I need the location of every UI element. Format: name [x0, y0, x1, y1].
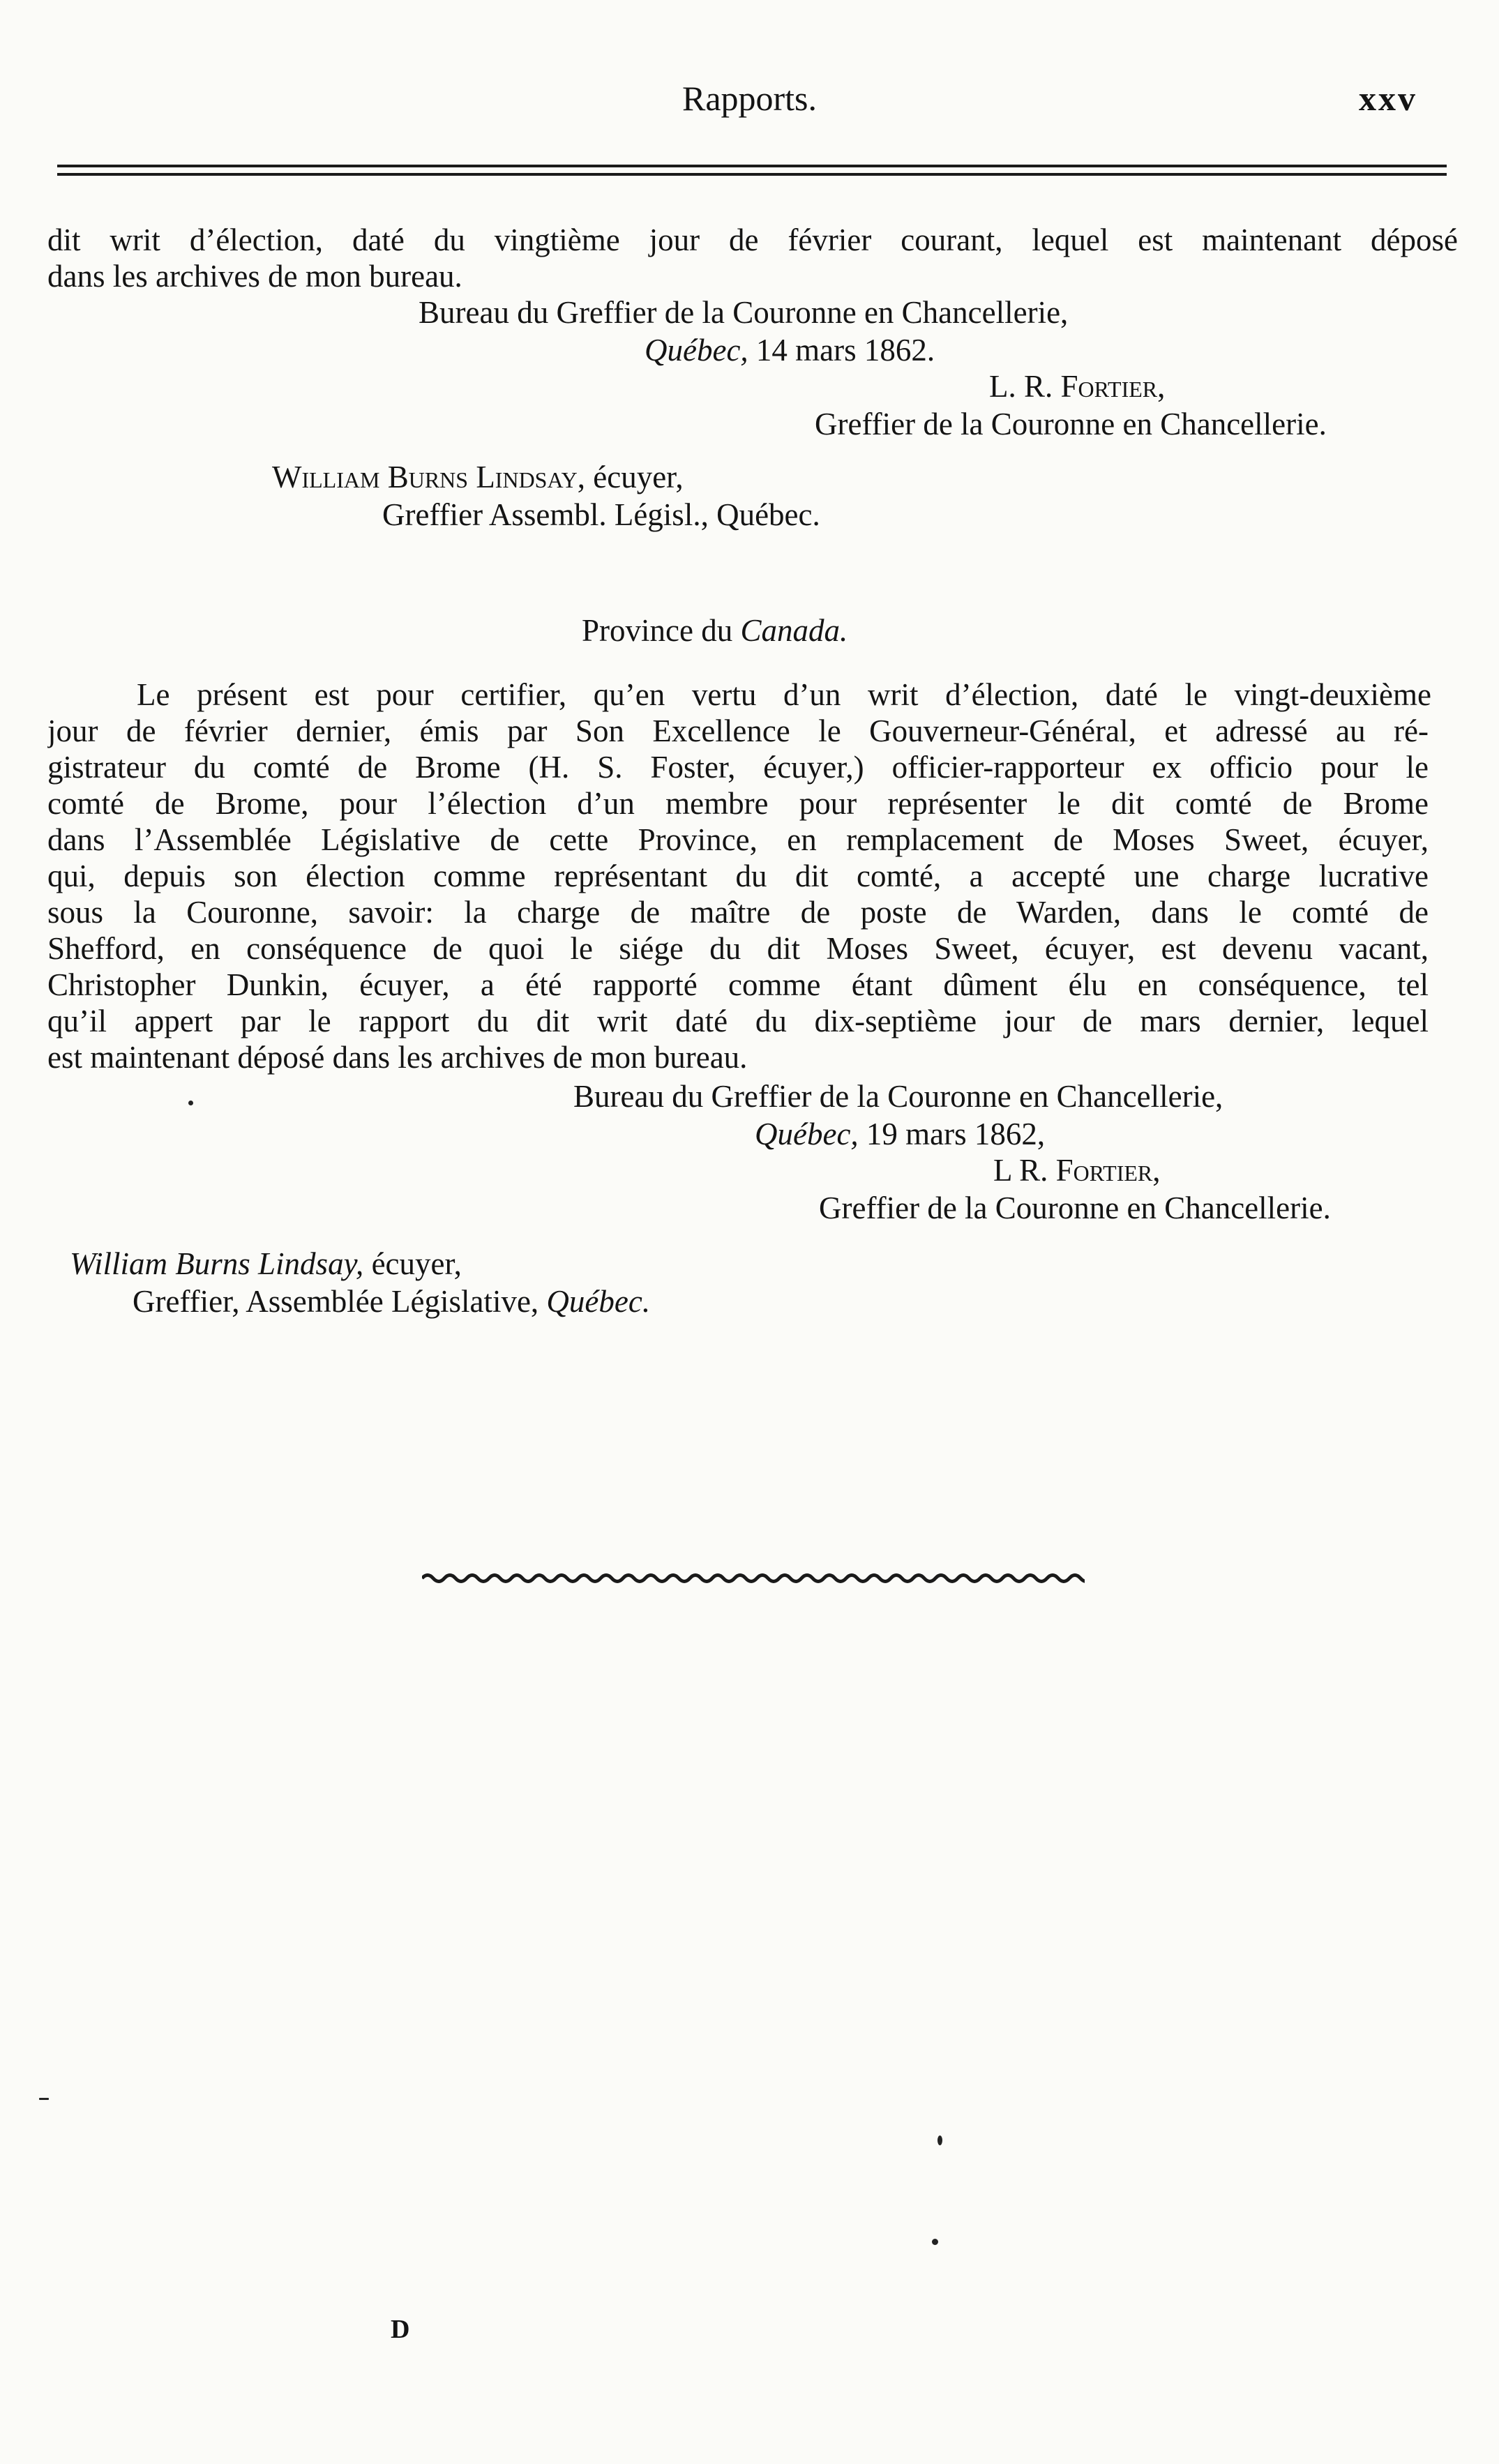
notice2-body-line-11: est maintenant déposé dans les archives de mon bureau.: [47, 1040, 748, 1075]
running-head-title: Rapports.: [681, 79, 818, 118]
notice1-addressee: [272, 459, 684, 495]
notice2-addressee-title: [133, 1283, 650, 1320]
notice2-office: Bureau du Greffier de la Couronne en Chancellerie,: [573, 1079, 1223, 1114]
notice1-signatory-title: Greffier de la Couronne en Chancellerie.: [815, 407, 1327, 441]
notice1-dateline: [645, 332, 935, 368]
notice1-place: Québec,: [645, 333, 748, 368]
notice2-body-line-1: Le présent est pour certifier, qu’en vertu d’un writ d’élection, daté le vingt-deuxième: [137, 677, 1431, 712]
notice2-heading-place: Canada.: [740, 613, 848, 648]
notice2-heading-prefix: Province du: [582, 613, 733, 648]
notice1-addressee-name: William Burns Lindsay,: [272, 460, 586, 494]
notice2-date: 19 mars 1862,: [866, 1117, 1046, 1151]
notice2-body-line-9: Christopher Dunkin, écuyer, a été rapporté comme étant dûment élu en conséquence, tel: [47, 967, 1429, 1002]
notice1-office: Bureau du Greffier de la Couronne en Chancellerie,: [419, 295, 1069, 330]
header-rule-bottom: [57, 173, 1447, 176]
notice1-line-1: dit writ d’élection, daté du vingtième jour de février courant, lequel est maintenant déposé: [47, 222, 1458, 257]
notice2-place: Québec,: [755, 1117, 859, 1151]
notice2-body-line-8: Shefford, en conséquence de quoi le siége du dit Moses Sweet, écuyer, est devenu vacant,: [47, 931, 1429, 966]
stray-mark: [188, 1101, 193, 1105]
stray-mark: [937, 2136, 942, 2145]
notice2-body-line-2: jour de février dernier, émis par Son Excellence le Gouverneur-Général, et adressé au ré-: [47, 713, 1429, 748]
stray-mark: [39, 2098, 49, 2100]
notice2-signatory-title: Greffier de la Couronne en Chancellerie.: [819, 1191, 1331, 1225]
stray-mark: [932, 2239, 938, 2245]
notice1-signatory: L. R. Fortier,: [989, 369, 1166, 404]
notice2-body-line-4: comté de Brome, pour l’élection d’un membre pour représenter le dit comté de Brome: [47, 786, 1429, 821]
notice2-body-line-3: gistrateur du comté de Brome (H. S. Foster, écuyer,) officier-rapporteur ex officio pour le: [47, 750, 1429, 785]
header-rule-top: [57, 165, 1447, 167]
notice1-addressee-honorific: écuyer,: [593, 460, 684, 494]
signature-mark: D: [391, 2315, 410, 2344]
notice2-dateline: [755, 1116, 1045, 1152]
page-number: xxv: [1359, 79, 1417, 118]
notice1-line-2: dans les archives de mon bureau.: [47, 259, 462, 294]
decorative-wavy-rule: [422, 1571, 1085, 1586]
notice2-body-line-6: qui, depuis son élection comme représentant du dit comté, a accepté une charge lucrative: [47, 859, 1429, 893]
notice2-body-line-7: sous la Couronne, savoir: la charge de maître de poste de Warden, dans le comté de: [47, 895, 1429, 930]
notice2-heading: [582, 612, 848, 649]
notice2-body-line-5: dans l’Assemblée Législative de cette Province, en remplacement de Moses Sweet, écuyer,: [47, 822, 1429, 857]
notice2-addressee: [70, 1246, 462, 1282]
notice2-addressee-honorific: écuyer,: [371, 1246, 462, 1281]
notice2-addressee-name: William Burns Lindsay,: [70, 1246, 364, 1281]
notice2-signatory: L R. Fortier,: [993, 1153, 1161, 1188]
notice2-body-line-10: qu’il appert par le rapport du dit writ daté du dix-septième jour de mars dernier, lequel: [47, 1004, 1429, 1038]
notice1-date: 14 mars 1862.: [755, 333, 935, 368]
notice2-addressee-title-prefix: Greffier, Assemblée Législative,: [133, 1284, 539, 1319]
notice2-addressee-title-place: Québec.: [546, 1284, 651, 1319]
notice1-addressee-title: Greffier Assembl. Législ., Québec.: [382, 497, 820, 532]
